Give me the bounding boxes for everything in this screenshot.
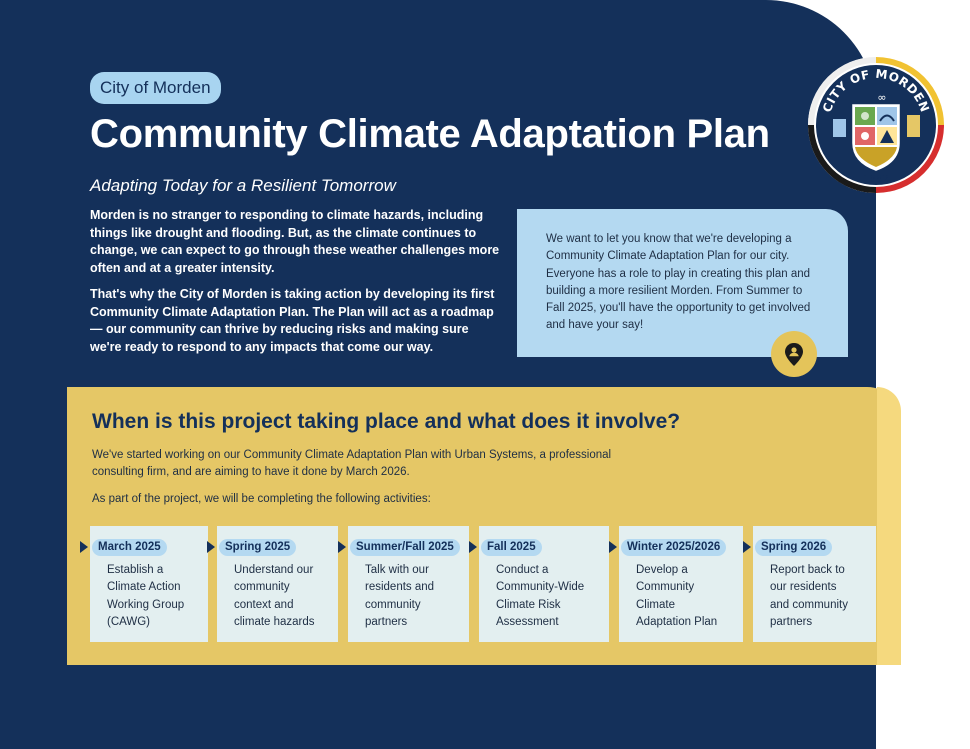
timeline-date: Spring 2025 [219, 539, 296, 556]
timeline-arrow-icon [469, 541, 477, 553]
timeline-description-line: climate hazards [234, 615, 315, 628]
svg-text:∞: ∞ [877, 91, 887, 104]
page-title: Community Climate Adaptation Plan [90, 112, 770, 156]
timeline-description-line: Adaptation Plan [636, 615, 718, 628]
seal-year: 1882 [863, 174, 889, 185]
project-section [67, 387, 901, 665]
timeline-description-line: our residents [770, 581, 837, 594]
section-accent-strip [877, 387, 901, 665]
timeline-date: Summer/Fall 2025 [350, 539, 460, 556]
timeline-description [365, 562, 434, 631]
timeline-arrow-icon [80, 541, 88, 553]
timeline-item-winter-2025-2026 [619, 526, 743, 642]
timeline-arrow-icon [609, 541, 617, 553]
activities-intro: As part of the project, we will be completing the following activities: [92, 493, 431, 505]
timeline-description-line: partners [365, 615, 408, 628]
timeline-description-line: context and [234, 598, 294, 611]
timeline-description-line: Climate [636, 598, 675, 611]
timeline-description [770, 562, 848, 631]
section-heading: When is this project taking place and what does it involve? [92, 410, 681, 433]
info-callout [517, 209, 848, 357]
page-subtitle: Adapting Today for a Resilient Tomorrow [90, 176, 396, 195]
seal-top-text: CITY OF MORDEN [819, 66, 933, 115]
callout-text: We want to let you know that we're developing a Community Climate Adaptation Plan for our city. Everyone has a role to play in creating this plan and building a more resilient Morden. From Summer to Fall 2025, you'll have the opportunity to get involved and have your say! [546, 233, 811, 332]
timeline-date: Winter 2025/2026 [621, 539, 726, 556]
timeline-description-line: community [365, 598, 421, 611]
intro-paragraph-2: That's why the City of Morden is taking action by developing its first Community Climate Adaptation Plan. The Plan will act as a roadmap — our community can thrive by reducing risks and making sure we're ready to respond to any impacts that come our way. [90, 287, 495, 354]
timeline-item-spring-2025 [217, 526, 338, 642]
city-seal-logo [806, 55, 946, 195]
timeline-description-line: and community [770, 598, 848, 611]
timeline-item-spring-2026 [753, 526, 876, 642]
timeline-date: March 2025 [92, 539, 167, 556]
intro-paragraph-1: Morden is no stranger to responding to climate hazards, including things like drought and flooding. But, as the climate continues to change, we can expect to go through these weather challenges more often and at a greater intensity. [90, 208, 500, 275]
intro-text [90, 207, 500, 365]
section-description: We've started working on our Community Climate Adaptation Plan with Urban Systems, a professional consulting firm, and are aiming to have it done by March 2026. [92, 449, 612, 478]
timeline-description-line: Community [636, 581, 695, 594]
timeline-description [234, 562, 315, 631]
timeline-description-line: Develop a [636, 564, 688, 576]
timeline-description-line: Working Group [107, 598, 185, 611]
city-badge: City of Morden [90, 72, 221, 104]
timeline-description [107, 562, 184, 631]
timeline-description-line: partners [770, 615, 813, 628]
timeline-description-line: Assessment [496, 615, 559, 628]
timeline-description [496, 562, 584, 631]
timeline-description-line: Understand our [234, 564, 314, 576]
timeline-item-march-2025 [90, 526, 208, 642]
timeline-item-summer-fall-2025 [348, 526, 469, 642]
timeline-arrow-icon [743, 541, 751, 553]
timeline-arrow-icon [207, 541, 215, 553]
timeline-description-line: Climate Risk [496, 598, 561, 611]
timeline-description-line: (CAWG) [107, 615, 151, 628]
timeline-description-line: Establish a [107, 564, 164, 576]
timeline-item-fall-2025 [479, 526, 609, 642]
timeline-arrow-icon [338, 541, 346, 553]
timeline-date: Spring 2026 [755, 539, 832, 556]
timeline-description-line: Report back to [770, 564, 845, 576]
timeline-description [636, 562, 717, 631]
location-pin-icon [771, 331, 817, 377]
timeline-description-line: Talk with our [365, 564, 429, 576]
timeline-description-line: community [234, 581, 290, 594]
timeline-description-line: residents and [365, 581, 435, 594]
timeline-date: Fall 2025 [481, 539, 542, 556]
timeline-description-line: Conduct a [496, 564, 549, 576]
timeline-description-line: Climate Action [107, 581, 181, 594]
timeline-description-line: Community-Wide [496, 581, 585, 594]
